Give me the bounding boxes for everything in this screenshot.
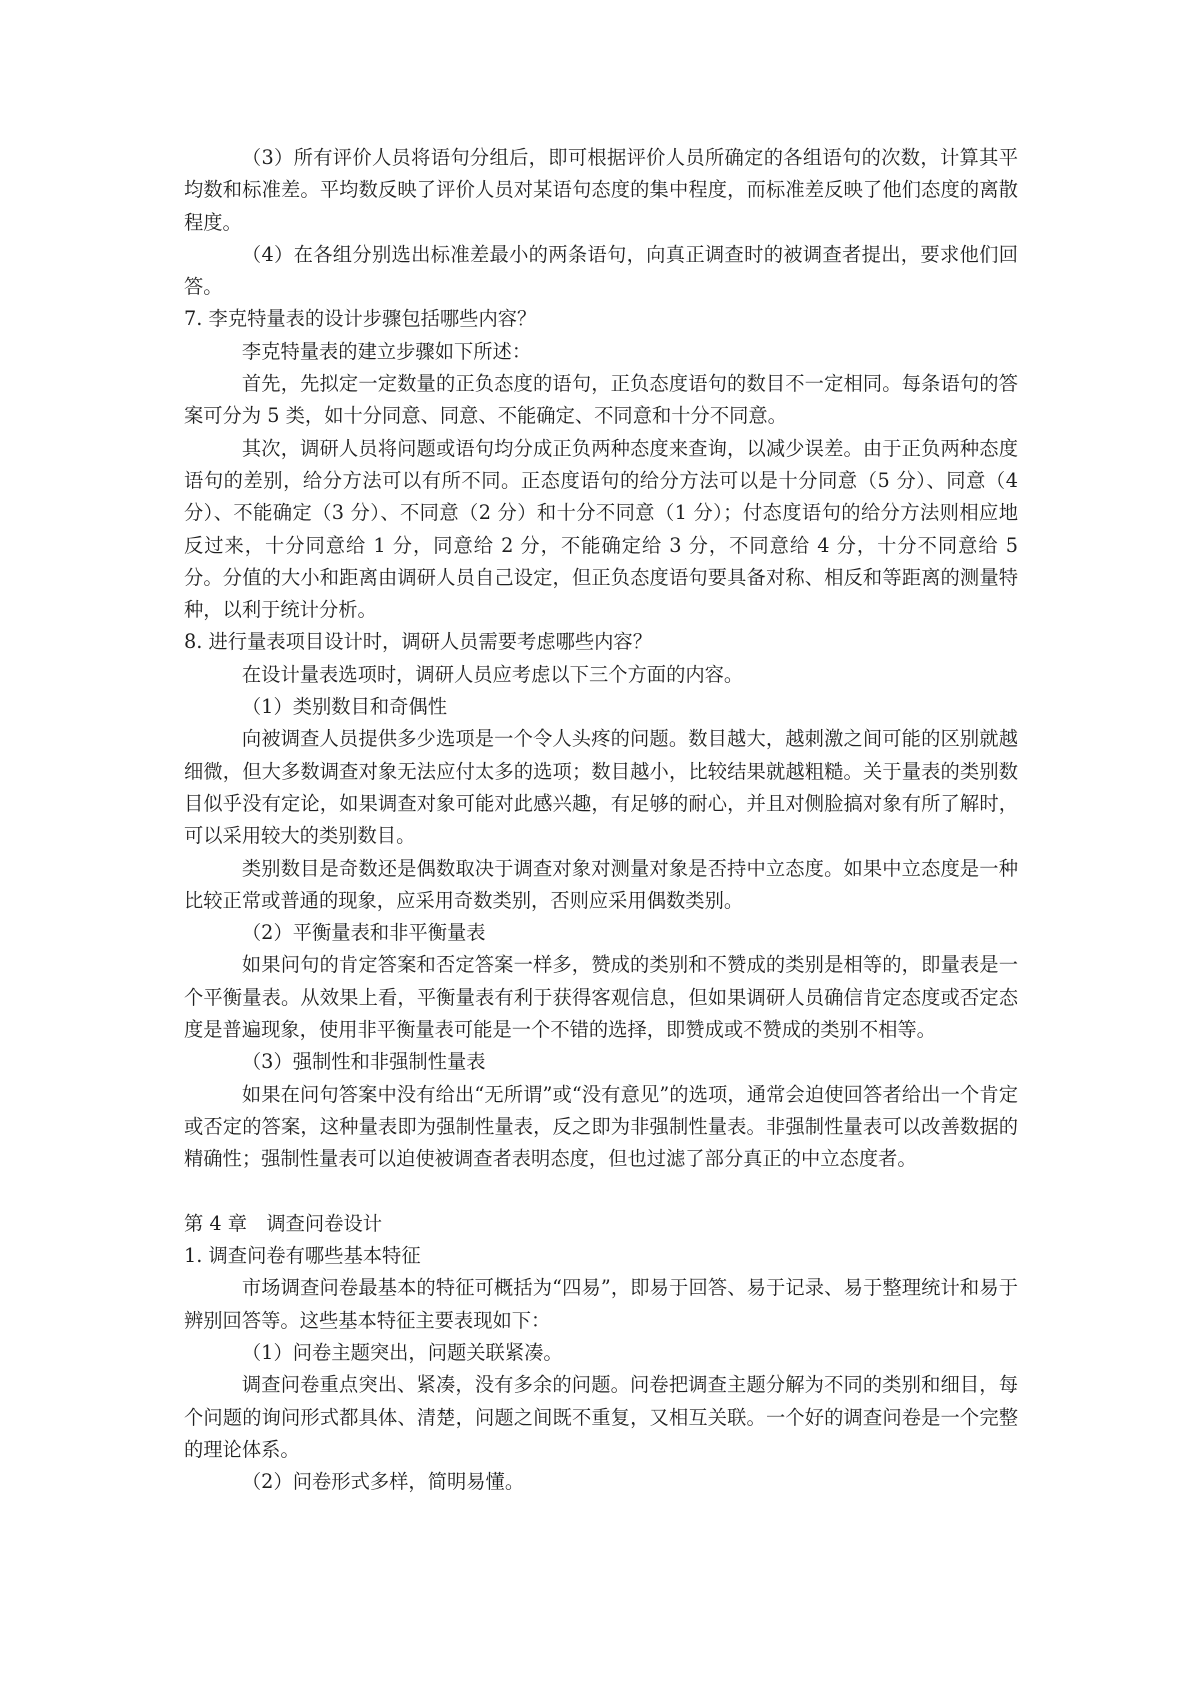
blank-line xyxy=(184,1176,1018,1208)
document-page xyxy=(184,142,1018,1498)
paragraph-forced-scale: 如果在问句答案中没有给出“无所谓”或“没有意见”的选项，通常会迫使回答者给出一个肯定或否定的答案，这种量表即为强制性量表，反之即为非强制性量表。非强制性量表可以改善数据的精确性；强制性量表可以迫使被调查者表明态度，但也过滤了部分真正的中立态度者。 xyxy=(184,1082,1018,1171)
paragraph-likert-intro: 李克特量表的建立步骤如下所述： xyxy=(241,339,532,363)
paragraph-select-statements: （4）在各组分别选出标准差最小的两条语句，向真正调查时的被调查者提出，要求他们回答。 xyxy=(184,242,1018,299)
paragraph-likert-second: 其次，调研人员将问题或语句均分成正负两种态度来查询，以减少误差。由于正负两种态度语句的差别，给分方法可以有所不同。正态度语句的给分方法可以是十分同意（5 分）、同意（4 分）、不能确定（3 分）、不同意（2 分）和十分不同意（1 分）；付态度语句的给分方法则相应地反过来，十分同意给 1 分，同意给 2 分，不能确定给 3 分，不同意给 4 分，十分不同意给 5 分。分值的大小和距离由调研人员自己设定，但正负态度语句要具备对称、相反和等距离的测量特种，以利于统计分析。 xyxy=(184,436,1018,622)
paragraph-odd-even: 类别数目是奇数还是偶数取决于调查对象对测量对象是否持中立态度。如果中立态度是一种比较正常或普通的现象，应采用奇数类别，否则应采用偶数类别。 xyxy=(184,856,1018,912)
paragraph-balanced-scale: 如果问句的肯定答案和否定答案一样多，赞成的类别和不赞成的类别是相等的，即量表是一个平衡量表。从效果上看，平衡量表有利于获得客观信息，但如果调研人员确信肯定态度或否定态度是普遍现象，使用非平衡量表可能是一个不错的选择，即赞成或不赞成的类别不相等。 xyxy=(184,953,1018,1042)
question-heading-1: 1. 调查问卷有哪些基本特征 xyxy=(184,1244,421,1268)
paragraph-standard-deviation: （3）所有评价人员将语句分组后，即可根据评价人员所确定的各组语句的次数，计算其平均数和标准差。平均数反映了评价人员对某语句态度的集中程度，而标准差反映了他们态度的离散程度。 xyxy=(184,146,1018,234)
subheading-diverse-forms: （2）问卷形式多样，简明易懂。 xyxy=(241,1470,525,1494)
question-heading-8: 8. 进行量表项目设计时，调研人员需要考虑哪些内容？ xyxy=(184,630,652,654)
chapter-heading: 第 4 章 调查问卷设计 xyxy=(184,1211,383,1235)
paragraph-likert-first: 首先，先拟定一定数量的正负态度的语句，正负态度语句的数目不一定相同。每条语句的答案可分为 5 类，如十分同意、同意、不能确定、不同意和十分不同意。 xyxy=(184,372,1018,428)
subheading-forced-scale: （3）强制性和非强制性量表 xyxy=(241,1050,486,1074)
subheading-theme-prominent: （1）问卷主题突出，问题关联紧凑。 xyxy=(241,1340,563,1364)
question-heading-7: 7. 李克特量表的设计步骤包括哪些内容？ xyxy=(184,307,537,331)
subheading-balanced-scale: （2）平衡量表和非平衡量表 xyxy=(241,921,486,945)
paragraph-four-easy: 市场调查问卷最基本的特征可概括为“四易”，即易于回答、易于记录、易于整理统计和易于辨别回答等。这些基本特征主要表现如下： xyxy=(184,1276,1018,1332)
subheading-category-count: （1）类别数目和奇偶性 xyxy=(241,695,447,719)
paragraph-theme-prominent: 调查问卷重点突出、紧凑，没有多余的问题。问卷把调查主题分解为不同的类别和细目，每个问题的询问形式都具体、清楚，问题之间既不重复，又相互关联。一个好的调查问卷是一个完整的理论体系。 xyxy=(184,1373,1018,1461)
paragraph-scale-options-intro: 在设计量表选项时，调研人员应考虑以下三个方面的内容。 xyxy=(241,662,744,686)
paragraph-category-count: 向被调查人员提供多少选项是一个令人头疼的问题。数目越大，越刺激之间可能的区别就越细微，但大多数调查对象无法应付太多的选项；数目越小，比较结果就越粗糙。关于量表的类别数目似乎没有定论，如果调查对象可能对此感兴趣，有足够的耐心，并且对侧脸搞对象有所了解时，可以采用较大的类别数目。 xyxy=(184,727,1018,848)
